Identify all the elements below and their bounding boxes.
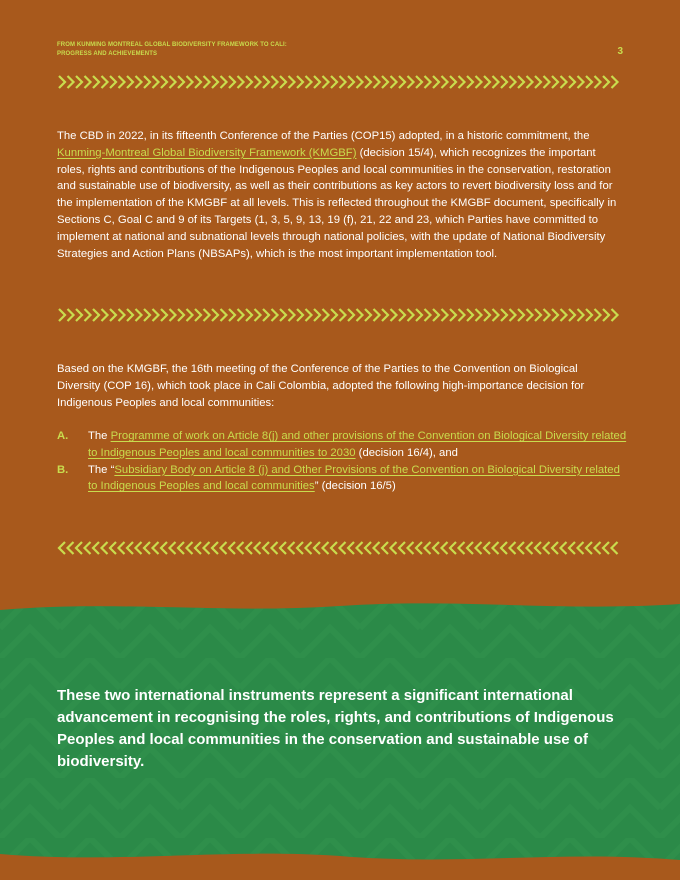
chevron-mark [484, 542, 490, 554]
chevron-mark [110, 542, 116, 554]
chevron-mark [238, 542, 244, 554]
chevron-mark [229, 542, 235, 554]
chevron-mark [272, 76, 278, 88]
chevron-mark [263, 542, 269, 554]
chevron-mark [153, 309, 159, 321]
chevron-mark [527, 76, 533, 88]
chevron-mark [119, 309, 125, 321]
chevron-mark [391, 76, 397, 88]
chevron-mark [501, 542, 507, 554]
chevron-mark [348, 542, 354, 554]
chevron-mark [161, 76, 167, 88]
chevron-mark [476, 542, 482, 554]
chevron-mark [272, 309, 278, 321]
chevron-mark [93, 76, 99, 88]
chevron-mark [306, 542, 312, 554]
chevron-mark [552, 309, 558, 321]
chevron-mark [280, 76, 286, 88]
chevron-mark [442, 309, 448, 321]
chevron-mark [161, 309, 167, 321]
paragraph-cbd-after: (decision 15/4), which recognizes the important roles, rights and contributions of the Indigenous Peoples and local communities in the conservation, restoration and sustainable use of biodiversity, as well as their contributions as key actors to revert biodiversity loss and for the implementation of the KMGBF at all levels. This is reflected throughout the KMGBF document, specifically in Sections C, Goal C and 9 of its Targets (1, 3, 5, 9, 13, 19 (f), 21, 22 and 23, which Parties have committed to implement at national and subnational levels through national policies, with the update of National Biodiversity Strategies and Action Plans (NBSAPs), which is the most important implementation tool. [57, 146, 617, 260]
chevron-mark [612, 542, 618, 554]
chevron-mark [263, 309, 269, 321]
decision-text [88, 462, 627, 496]
chevron-mark [603, 309, 609, 321]
chevron-mark [204, 309, 210, 321]
chevron-mark [535, 309, 541, 321]
chevron-mark [178, 309, 184, 321]
chevron-mark [586, 76, 592, 88]
header-title-line2: PROGRESS AND ACHIEVEMENTS [57, 51, 158, 57]
decisions-list [57, 428, 627, 495]
chevron-mark [612, 76, 618, 88]
chevron-mark [578, 76, 584, 88]
chevron-mark [246, 309, 252, 321]
chevron-mark [569, 309, 575, 321]
chevron-mark [161, 542, 167, 554]
chevron-mark [331, 76, 337, 88]
chevron-mark [68, 309, 74, 321]
decision-item-a [57, 428, 627, 462]
chevron-mark [136, 542, 142, 554]
chevron-mark [280, 309, 286, 321]
chevron-mark [331, 309, 337, 321]
decision-prefix: The “ [88, 463, 115, 476]
chevron-mark [246, 542, 252, 554]
chevron-mark [586, 542, 592, 554]
chevron-mark [136, 76, 142, 88]
decision-prefix: The [88, 430, 111, 442]
chevron-mark [195, 76, 201, 88]
chevron-mark [85, 542, 91, 554]
chevron-mark [153, 542, 159, 554]
chevron-mark [195, 542, 201, 554]
chevron-mark [561, 309, 567, 321]
chevron-mark [408, 542, 414, 554]
chevron-mark [425, 542, 431, 554]
chevron-mark [544, 76, 550, 88]
chevron-mark [612, 309, 618, 321]
chevron-mark [467, 309, 473, 321]
chevron-mark [204, 76, 210, 88]
chevron-mark [433, 309, 439, 321]
chevron-mark [255, 542, 261, 554]
chevron-mark [527, 309, 533, 321]
chevron-mark [569, 542, 575, 554]
chevron-mark [459, 76, 465, 88]
chevron-divider-bottom [57, 540, 620, 556]
chevron-mark [518, 309, 524, 321]
chevron-mark [467, 542, 473, 554]
chevron-mark [110, 76, 116, 88]
paragraph-cbd [57, 128, 623, 262]
chevron-mark [569, 76, 575, 88]
chevron-mark [340, 542, 346, 554]
chevron-mark [493, 309, 499, 321]
chevron-divider-middle [57, 307, 620, 323]
chevron-mark [408, 309, 414, 321]
chevron-mark [425, 76, 431, 88]
chevron-mark [450, 309, 456, 321]
chevron-mark [289, 309, 295, 321]
chevron-mark [153, 76, 159, 88]
chevron-mark [552, 76, 558, 88]
chevron-mark [484, 76, 490, 88]
chevron-mark [59, 309, 65, 321]
chevron-mark [467, 76, 473, 88]
chevron-mark [187, 76, 193, 88]
chevron-mark [68, 76, 74, 88]
chevron-mark [255, 309, 261, 321]
chevron-mark [433, 542, 439, 554]
chevron-mark [280, 542, 286, 554]
chevron-mark [544, 309, 550, 321]
chevron-mark [391, 542, 397, 554]
chevron-mark [136, 309, 142, 321]
chevron-mark [85, 309, 91, 321]
chevron-mark [433, 76, 439, 88]
chevron-left-icon [57, 540, 620, 556]
chevron-mark [246, 76, 252, 88]
chevron-mark [59, 76, 65, 88]
chevron-mark [586, 309, 592, 321]
chevron-mark [510, 542, 516, 554]
chevron-mark [59, 542, 65, 554]
chevron-mark [578, 309, 584, 321]
chevron-mark [212, 76, 218, 88]
chevron-mark [425, 309, 431, 321]
chevron-mark [68, 542, 74, 554]
chevron-mark [102, 542, 108, 554]
chevron-mark [221, 309, 227, 321]
chevron-mark [535, 542, 541, 554]
chevron-mark [119, 542, 125, 554]
chevron-right-icon [57, 74, 620, 90]
chevron-mark [510, 309, 516, 321]
chevron-mark [552, 542, 558, 554]
decision-item-b [57, 462, 627, 496]
chevron-mark [221, 76, 227, 88]
chevron-mark [119, 76, 125, 88]
chevron-mark [374, 76, 380, 88]
chevron-mark [297, 76, 303, 88]
chevron-mark [323, 542, 329, 554]
chevron-mark [416, 76, 422, 88]
chevron-mark [323, 76, 329, 88]
chevron-mark [187, 542, 193, 554]
chevron-mark [476, 76, 482, 88]
kmgbf-link[interactable]: Kunming-Montreal Global Biodiversity Framework (KMGBF) [57, 146, 357, 159]
chevron-mark [348, 76, 354, 88]
chevron-mark [204, 542, 210, 554]
chevron-mark [365, 76, 371, 88]
chevron-mark [408, 76, 414, 88]
chevron-mark [76, 542, 82, 554]
chevron-mark [357, 76, 363, 88]
chevron-mark [229, 309, 235, 321]
chevron-right-icon [57, 307, 620, 323]
chevron-mark [85, 76, 91, 88]
paragraph-cbd-before: The CBD in 2022, in its fifteenth Conference of the Parties (COP15) adopted, in a historic commitment, the [57, 130, 590, 142]
chevron-mark [518, 76, 524, 88]
chevron-mark [493, 76, 499, 88]
chevron-mark [493, 542, 499, 554]
chevron-mark [382, 542, 388, 554]
chevron-mark [323, 309, 329, 321]
chevron-mark [263, 76, 269, 88]
chevron-mark [450, 542, 456, 554]
chevron-mark [255, 76, 261, 88]
chevron-mark [272, 542, 278, 554]
chevron-mark [170, 76, 176, 88]
decision-suffix: (decision 16/4), and [355, 446, 458, 459]
chevron-mark [382, 309, 388, 321]
decision-suffix: ” (decision 16/5) [314, 480, 396, 493]
chevron-mark [365, 309, 371, 321]
chevron-mark [374, 309, 380, 321]
chevron-mark [221, 542, 227, 554]
chevron-mark [416, 309, 422, 321]
chevron-mark [442, 76, 448, 88]
chevron-mark [178, 76, 184, 88]
chevron-mark [102, 309, 108, 321]
page-number: 3 [617, 46, 623, 57]
chevron-mark [195, 309, 201, 321]
chevron-divider-top [57, 74, 620, 90]
chevron-mark [127, 309, 133, 321]
chevron-mark [459, 309, 465, 321]
chevron-mark [110, 309, 116, 321]
chevron-mark [170, 309, 176, 321]
chevron-mark [365, 542, 371, 554]
chevron-mark [603, 542, 609, 554]
chevron-mark [297, 542, 303, 554]
chevron-mark [178, 542, 184, 554]
chevron-mark [102, 76, 108, 88]
chevron-mark [501, 76, 507, 88]
chevron-mark [518, 542, 524, 554]
chevron-mark [391, 309, 397, 321]
chevron-mark [595, 542, 601, 554]
chevron-mark [238, 76, 244, 88]
chevron-mark [238, 309, 244, 321]
chevron-mark [127, 542, 133, 554]
chevron-mark [93, 542, 99, 554]
chevron-mark [382, 76, 388, 88]
summary-statement: These two international instruments represent a significant international advancement in recognising the roles, rights, and contributions of Indigenous Peoples and local communities in the conservation and sustainable use of biodiversity. [57, 687, 614, 770]
chevron-mark [144, 76, 150, 88]
chevron-mark [314, 542, 320, 554]
decision-letter: A. [57, 430, 69, 442]
chevron-mark [340, 309, 346, 321]
chevron-mark [331, 542, 337, 554]
chevron-mark [476, 309, 482, 321]
chevron-mark [127, 76, 133, 88]
chevron-mark [289, 542, 295, 554]
chevron-mark [527, 542, 533, 554]
chevron-mark [314, 76, 320, 88]
chevron-mark [399, 542, 405, 554]
header-title-line1: FROM KUNMING MONTREAL GLOBAL BIODIVERSITY FRAMEWORK TO CALI: [57, 42, 287, 48]
chevron-mark [544, 542, 550, 554]
paragraph-cop16: Based on the KMGBF, the 16th meeting of the Conference of the Parties to the Convention on Biological Diversity (COP 16), which took place in Cali Colombia, adopted the following high-importance decision for Indigenous Peoples and local communities: [57, 363, 585, 409]
chevron-mark [212, 542, 218, 554]
chevron-mark [603, 76, 609, 88]
chevron-mark [595, 309, 601, 321]
chevron-mark [399, 76, 405, 88]
chevron-mark [442, 542, 448, 554]
chevron-mark [561, 542, 567, 554]
chevron-mark [459, 542, 465, 554]
chevron-mark [510, 76, 516, 88]
chevron-mark [535, 76, 541, 88]
chevron-mark [374, 542, 380, 554]
chevron-mark [93, 309, 99, 321]
chevron-mark [357, 309, 363, 321]
chevron-mark [561, 76, 567, 88]
chevron-mark [289, 76, 295, 88]
chevron-mark [450, 76, 456, 88]
chevron-mark [314, 309, 320, 321]
chevron-mark [212, 309, 218, 321]
chevron-mark [297, 309, 303, 321]
chevron-mark [306, 76, 312, 88]
chevron-mark [187, 309, 193, 321]
programme-of-work-link[interactable]: Programme of work on Article 8(j) and other provisions of the Convention on Biological Diversity related to Indigenous Peoples and local communities to 2030 [88, 430, 627, 459]
chevron-mark [578, 542, 584, 554]
chevron-mark [595, 76, 601, 88]
header-title [57, 41, 287, 59]
chevron-mark [170, 542, 176, 554]
decision-letter: B. [57, 463, 69, 476]
chevron-mark [416, 542, 422, 554]
chevron-mark [484, 309, 490, 321]
chevron-mark [144, 309, 150, 321]
chevron-mark [76, 76, 82, 88]
chevron-mark [357, 542, 363, 554]
subsidiary-body-link[interactable]: Subsidiary Body on Article 8 (j) and Other Provisions of the Convention on Biological Diversity related to Indigenous Peoples and local communities [88, 463, 620, 493]
chevron-mark [501, 309, 507, 321]
chevron-mark [306, 309, 312, 321]
decision-text [88, 428, 627, 462]
chevron-mark [76, 309, 82, 321]
chevron-mark [348, 309, 354, 321]
chevron-mark [399, 309, 405, 321]
chevron-mark [229, 76, 235, 88]
chevron-mark [144, 542, 150, 554]
chevron-mark [340, 76, 346, 88]
